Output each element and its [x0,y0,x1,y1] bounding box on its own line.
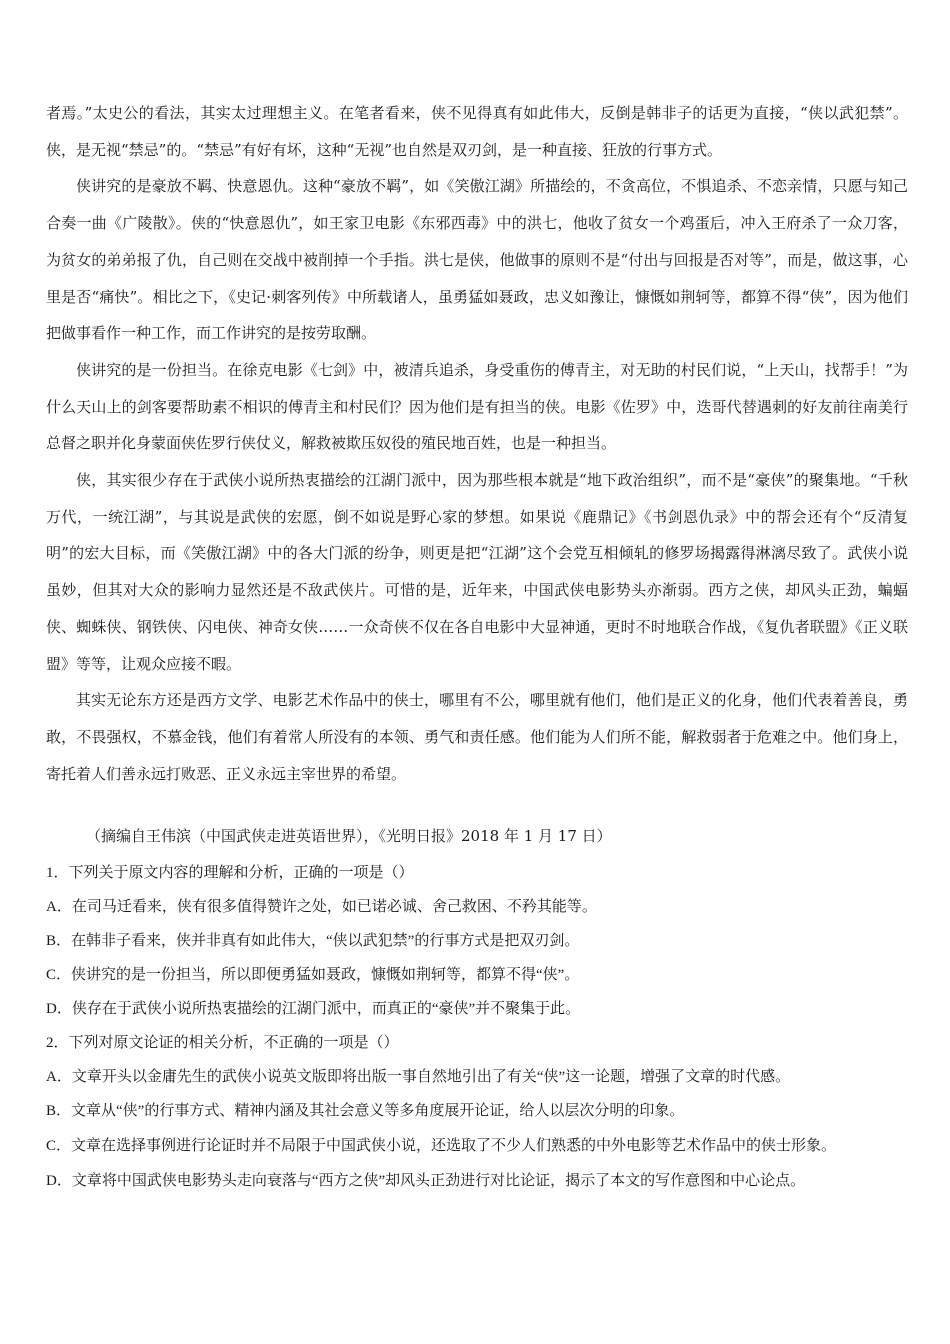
question-section [46,856,908,1198]
essay-paragraph: 侠讲究的是一份担当。在徐克电影《七剑》中，被清兵追杀，身受重伤的傅青主，对无助的村民们说，“上天山，找帮手！”为什么天山上的剑客要帮助素不相识的傅青主和村民们？因为他们是有担当的侠。电影《佐罗》中，迭哥代替遇刺的好友前往南美行总督之职并化身蒙面侠佐罗行侠仗义，解救被欺压奴役的殖民地百姓，也是一种担当。 [46,360,908,453]
essay-paragraph: 者焉。”太史公的看法，其实太过理想主义。在笔者看来，侠不见得真有如此伟大，反倒是韩非子的话更为直接，“侠以武犯禁”。侠，是无视“禁忌”的。“禁忌”有好有坏，这种“无视”也自然是双刃剑，是一种直接、狂放的行事方式。 [46,104,908,159]
option-a: A．文章开头以金庸先生的武侠小说英文版即将出版一事自然地引出了有关“侠”这一论题，增强了文章的时代感。 [46,1069,791,1085]
essay-paragraph: 其实无论东方还是西方文学、电影艺术作品中的侠士，哪里有不公，哪里就有他们，他们是正义的化身，他们代表着善良，勇敢，不畏强权，不慕金钱，他们有着常人所没有的本领、勇气和责任感。他们能为人们所不能，解救弱者于危难之中。他们身上，寄托着人们善永远打败恶、正义永远主宰世界的希望。 [46,691,908,783]
question-1 [46,856,908,1026]
question-stem: 1．下列关于原文内容的理解和分析，正确的一项是（） [46,865,414,881]
option-d: D．文章将中国武侠电影势头走向衰落与“西方之侠”却风头正劲进行对比论证，揭示了本文的写作意图和中心论点。 [46,1173,806,1189]
question-stem: 2．下列对原文论证的相关分析，不正确的一项是（） [46,1035,399,1051]
option-c: C．侠讲究的是一份担当，所以即便勇猛如聂政，慷慨如荆轲等，都算不得“侠”。 [46,967,580,983]
source-citation: （摘编自王伟滨（中国武侠走进英语世界），《光明日报》2018 年 1 月 17 日） [86,827,612,845]
option-a: A．在司马迁看来，侠有很多值得赞许之处，如已诺必诚、舍己救困、不矜其能等。 [46,899,597,915]
option-b: B．在韩非子看来，侠并非真有如此伟大，“侠以武犯禁”的行事方式是把双刃剑。 [46,933,580,949]
essay-paragraph: 侠，其实很少存在于武侠小说所热衷描绘的江湖门派中，因为那些根本就是“地下政治组织”，而不是“豪侠”的聚集地。“千秋万代，一统江湖”，与其说是武侠的宏愿，倒不如说是野心家的梦想。如果说《鹿鼎记》《书剑恩仇录》中的帮会还有个“反清复明”的宏大目标，而《笑傲江湖》中的各大门派的纷争，则更是把“江湖”这个会党互相倾轧的修罗场揭露得淋漓尽致了。武侠小说虽妙，但其对大众的影响力显然还是不敌武侠片。可惜的是，近年来，中国武侠电影势头亦渐弱。西方之侠，却风头正劲，蝙蝠侠、蜘蛛侠、钢铁侠、闪电侠、神奇女侠……一众奇侠不仅在各自电影中大显神通，更时不时地联合作战，《复仇者联盟》《正义联盟》等等，让观众应接不暇。 [46,471,908,673]
option-b: B．文章从“侠”的行事方式、精神内涵及其社会意义等多角度展开论证，给人以层次分明的印象。 [46,1103,685,1119]
question-2 [46,1026,908,1198]
essay-paragraph: 侠讲究的是豪放不羁、快意恩仇。这种“豪放不羁”，如《笑傲江湖》所描绘的，不贪高位，不惧追杀、不恋亲情，只愿与知己合奏一曲《广陵散》。侠的“快意恩仇”，如王家卫电影《东邪西毒》中的洪七，他收了贫女一个鸡蛋后，冲入王府杀了一众刀客，为贫女的弟弟报了仇，自己则在交战中被削掉一个手指。洪七是侠，他做事的原则不是“付出与回报是否对等”，而是，做这事，心里是否“痛快”。相比之下，《史记·刺客列传》中所载诸人，虽勇猛如聂政，忠义如豫让，慷慨如荆轲等，都算不得“侠”，因为他们把做事看作一种工作，而工作讲究的是按劳取酬。 [46,177,908,343]
option-d: D．侠存在于武侠小说所热衷描绘的江湖门派中，而真正的“豪侠”并不聚集于此。 [46,1001,581,1017]
option-c: C．文章在选择事例进行论证时并不局限于中国武侠小说，还选取了不少人们熟悉的中外电影等艺术作品中的侠士形象。 [46,1138,837,1154]
essay-text [46,95,908,792]
